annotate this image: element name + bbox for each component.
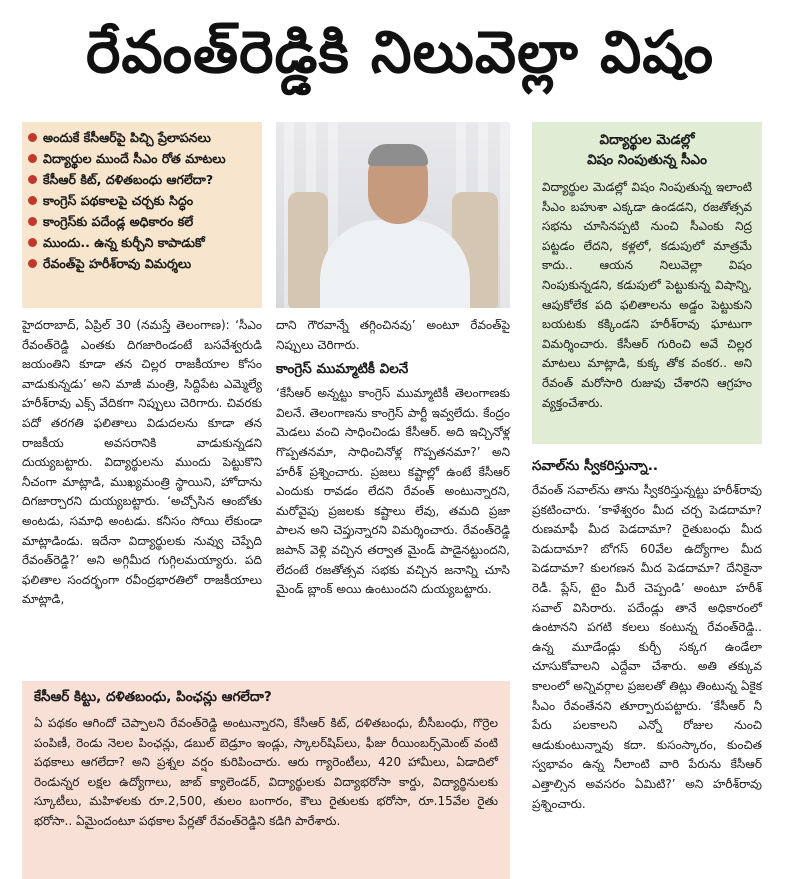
- article-body: ఏ పథకం ఆగిందో చెప్పాలని రేవంత్‌రెడ్డి అంటున్నారని, కేసీఆర్‌ కిట్‌, దళితబంధు, బీసీబంధు, గొర్రెల పంపిణీ, రెండు నెలల పింఛన్లు, డబుల్‌ బెడ్రూం ఇండ్లు, స్కాలర్‌షిప్‌లు, ఫీజు రీయింబర్స్‌మెంట్‌ వంటి పథకాలు ఆగలేదా? అని ప్రశ్నల వర్షం కురిపించారు. ఆరు గ్యారెంటీలు, 420 హామీలు, ఏడాదిలో రెండున్నర లక్షల ఉద్యోగాలు, జాబ్‌ క్యాలెండర్‌, విద్యార్థులకు విద్యాభరోసా కార్డు, విద్యార్థినులకు స్కూటీలు, మహిళలకు రూ.2,500, తులం బంగారం, కౌలు రైతులకు భరోసా, రూ.15వేల రైతు భరోసా.. ఏమైందంటూ పథకాల పేర్లతో రేవంత్‌రెడ్డిని కడిగి పారేశారు.: [34, 716, 498, 828]
- bullet-dot-icon: [28, 217, 37, 226]
- subheading: కేసీఆర్‌ కిట్టు, దళితబంధు, పింఛన్లు ఆగలేదా?: [34, 689, 272, 705]
- bullet-dot-icon: [28, 175, 37, 184]
- highlights-box: [22, 122, 262, 308]
- column-3: [532, 452, 762, 814]
- bullet-dot-icon: [28, 154, 37, 163]
- highlight-item: ముందు.. ఉన్న కుర్చీని కాపాడుకో: [28, 235, 256, 250]
- bullet-dot-icon: [28, 196, 37, 205]
- headline: రేవంత్‌రెడ్డికి నిలువెల్లా విషం: [85, 17, 714, 86]
- highlight-item: కేసీఆర్‌ కిట్‌, దళితబంధు ఆగలేదా?: [28, 172, 256, 187]
- column-1: [22, 316, 262, 610]
- highlight-item: అందుకే కేసీఆర్‌పై పిచ్చి ప్రేలాపనలు: [28, 130, 256, 145]
- article-body: దాని గౌరవాన్నే తగ్గించినవు’ అంటూ రేవంత్‌పై నిప్పులు చెరిగారు.: [276, 318, 510, 352]
- column-2: [276, 316, 510, 600]
- schemes-box: [22, 681, 510, 879]
- subheading: సవాల్‌ను స్వీకరిస్తున్నా..: [532, 458, 658, 474]
- article-body: ‘కేసీఆర్‌ అన్నట్టు కాంగ్రెస్‌ ముమ్మాటికీ తెలంగాణకు విలనే. తెలంగాణను కాంగ్రెస్‌ పార్టీ ఇవ్వలేదు. కేంద్రం మెడలు వంచి సాధించిండు కేసీఆర్‌. అది ఇచ్చినోళ్ల గొప్పతనమా, సాధించినోళ్ల గొప్పతనమా?’ అని హరీశ్‌ ప్రశ్నించారు. ప్రజలు కష్టాల్లో ఉంటే కేసీఆర్‌ ఎందుకు రావడం లేదని రేవంత్‌ అంటున్నారని, మరోవైపు ప్రజలకు కష్టాలు లేవు, తమది ప్రజా పాలన అని చెప్తున్నారని విమర్శించారు. రేవంత్‌రెడ్డి జపాన్‌ వెళ్లి వచ్చిన తర్వాత మైండ్‌ పాడైనట్టుందని, లేదంటే రజతోత్సవ సభకు వచ్చిన జనాన్ని చూసి మైండ్‌ బ్లాంక్‌ అయి ఉంటుందని దుయ్యబట్టారు.: [276, 386, 510, 597]
- bullet-dot-icon: [28, 133, 37, 142]
- bullet-dot-icon: [28, 238, 37, 247]
- highlight-item: కాంగ్రెస్‌ పథకాలపై చర్చకు సిద్ధం: [28, 193, 256, 208]
- highlight-item: రేవంత్‌పై హరీశ్‌రావు విమర్శలు: [28, 256, 256, 271]
- highlight-item: విద్యార్థుల ముందే సీఎం రోత మాటలు: [28, 151, 256, 166]
- sidebar-title: విద్యార్థుల మెడల్లో విషం నింపుతున్న సీఎం: [587, 132, 707, 168]
- article-body: హైదరాబాద్‌, ఏప్రిల్‌ 30 (నమస్తే తెలంగాణ): ‘సీఎం రేవంత్‌రెడ్డి ఎంతకు దిగజారిండంటే బసవేశ్వరుడి జయంతిని కూడా తన చిల్లర రాజకీయాల కోసం వాడుకున్నడు’ అని మాజీ మంత్రి, సిద్దిపేట ఎమ్మెల్యే హరీశ్‌రావు ఎక్స్‌ వేదికగా నిప్పులు చెరిగారు. చివరకు పదో తరగతి ఫలితాలు విడుదలను కూడా తన రాజకీయ అవసరానికి వాడుకున్నడని దుయ్యబట్టారు. విద్యార్థులను ముందు పెట్టుకొని నీచంగా మాట్లాడి, ముఖ్యమంత్రి స్థాయిని, హోదాను దిగజార్చారని దుయ్యబట్టారు. ‘అచ్చోసిన ఆంబోతు అంటడు, సమాధి అంటడు. కనీసం సోయి లేకుండా మాట్లాడిండు. ఇదేనా విద్యార్థులకు నువ్వు చెప్పేది రేవంత్‌రెడ్డి?’ అని అగ్గిమీద గుగ్గిలమయ్యారు. పది ఫలితాల సందర్భంగా రవీంద్రభారతిలో రాజకీయాలు మాట్లాడి,: [22, 318, 262, 607]
- subheading: కాంగ్రెస్‌ ముమ్మాటికీ విలనే: [276, 361, 409, 378]
- bullet-dot-icon: [28, 259, 37, 268]
- article-body: రేవంత్‌ సవాల్‌ను తాను స్వీకరిస్తున్నట్టు హరీశ్‌రావు ప్రకటించారు. ‘కాళేశ్వరం మీద చర్చ పెడదామా? రుణమాఫీ మీద పెడదామా? రైతుబంధు మీద పెడుదామా? బోగస్‌ 60వేల ఉద్యోగాల మీద పెడదామా? కులగణన మీద పెడదామా? దేనికైనా రెడీ. ప్లేస్‌, టైం మీరే చెప్పండి’ అంటూ హరీశ్‌ సవాల్‌ విసిరారు. పదేండ్లు తానే అధికారంలో ఉంటానని పగటి కలలు కంటున్న రేవంత్‌రెడ్డి.. ఉన్న మూడేండ్లు కుర్చీ సక్కగ ఉండేలా చూసుకోవాలని ఎద్దేవా చేశారు. అతి తక్కువ కాలంలో అన్నివర్గాల ప్రజలతో తిట్లు తింటున్న ఏకైక సీఎం రేవంతేనని తూర్పారుపట్టారు. ‘కేసీఆర్‌ నీ పేరు పలకాలని ఎన్నో రోజుల నుంచి ఆడుకుంటున్నావు కదా. కుసంస్కారం, కుంచిత స్వభావం ఉన్న నీలాంటి వారి పేరును కేసీఆర్‌ ఎత్తాల్సిన అవసరం ఏమిటి?’ అని హరీశ్‌రావు ప్రశ్నించారు.: [532, 483, 762, 811]
- sidebar-box: [532, 122, 762, 444]
- portrait-photo: [276, 122, 510, 308]
- highlight-item: కాంగ్రెస్‌కు పదేండ్ల అధికారం కలే: [28, 214, 256, 229]
- article-body: విద్యార్థుల మెడల్లో విషం నింపుతున్న ఇలాంటి సీఎం బహుశా ఎక్కడా ఉండడని, రజతోత్సవ సభను చూసినప్పటి నుంచి సీఎంకు నిద్ర పట్టడం లేదని, కళ్లలో, కడుపులో మాత్రమే కాదు.. ఆయన నిలువెల్లా విషం నింపుకున్నడని, కడుపులో పెట్టుకున్న విషాన్ని, ఆపుకోలేక పది ఫలితాలను అడ్డం పెట్టుకుని బయటకు కక్కిండని హరీశ్‌రావు ఘాటుగా విమర్శించారు. కేసీఆర్‌ గురించి అవే చిల్లర మాటలు మాట్లాడి, కుక్క తోక వంకర.. అని రేవంత్‌ మరోసారి రుజువు చేశారని ఆగ్రహం వ్యక్తంచేశారు.: [542, 180, 752, 410]
